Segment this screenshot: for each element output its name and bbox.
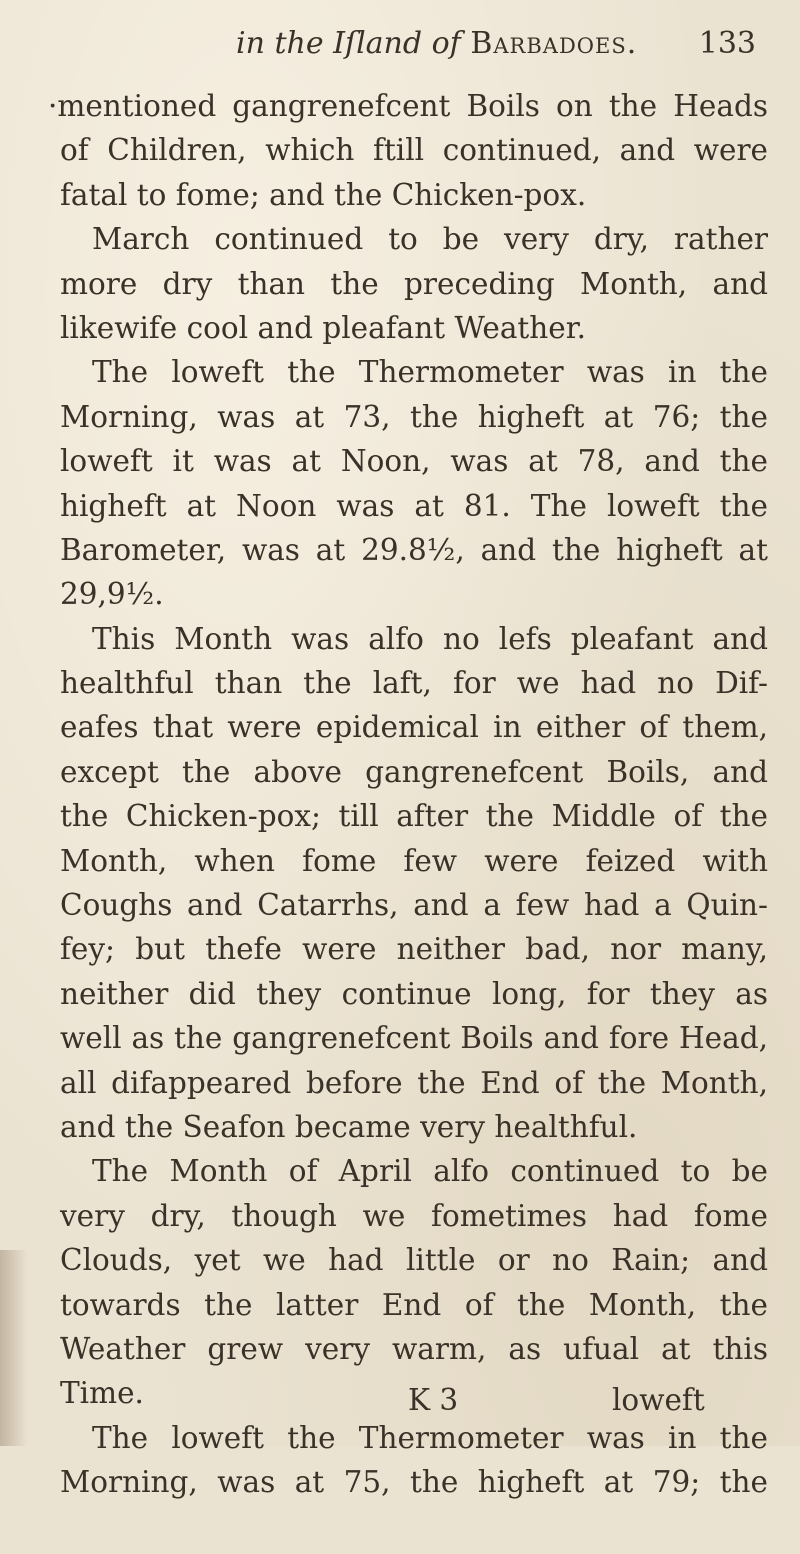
running-title-caps: Barbadoes. bbox=[470, 26, 638, 61]
text-line: This Month was alfo no lefs pleafant and bbox=[92, 621, 768, 656]
text-line: very dry, though we fometimes had fome bbox=[60, 1198, 768, 1233]
page-number: 133 bbox=[698, 26, 756, 61]
text-line: loweft it was at Noon, was at 78, and the bbox=[60, 444, 768, 479]
page-footer bbox=[0, 1504, 800, 1548]
text-line: The Month of April alfo continued to be bbox=[92, 1154, 768, 1189]
text-line: well as the gangrenefcent Boils and fore Head, bbox=[60, 1021, 768, 1056]
text-line: The loweft the Thermometer was in the bbox=[92, 355, 768, 390]
running-head bbox=[236, 26, 756, 66]
text-line: 29,9½. bbox=[60, 577, 164, 612]
text-line: neither did they continue long, for they as bbox=[60, 976, 768, 1011]
text-line: except the above gangrenefcent Boils, and bbox=[60, 754, 768, 789]
text-line: eafes that were epidemical in either of them, bbox=[60, 710, 768, 745]
text-line: Month, when fome few were feized with bbox=[60, 843, 768, 878]
text-line: of Children, which ftill continued, and were bbox=[60, 133, 768, 168]
signature-mark: K 3 bbox=[408, 1383, 459, 1417]
text-line: fey; but thefe were neither bad, nor many, bbox=[60, 932, 768, 967]
text-line: the Chicken-pox; till after the Middle of the bbox=[60, 799, 768, 834]
text-line: fatal to fome; and the Chicken-pox. bbox=[60, 177, 587, 212]
text-line: more dry than the preceding Month, and bbox=[60, 266, 768, 301]
running-title-italic: in the Iſland of bbox=[236, 26, 461, 61]
body-text bbox=[48, 84, 768, 1505]
text-line: March continued to be very dry, rather bbox=[92, 222, 768, 257]
text-line: Morning, was at 73, the higheft at 76; the bbox=[60, 399, 768, 434]
text-line: Weather grew very warm, as ufual at this bbox=[60, 1331, 768, 1366]
text-line: and the Seafon became very healthful. bbox=[60, 1109, 638, 1144]
text-line: Morning, was at 75, the higheft at 79; the bbox=[60, 1465, 768, 1500]
text-line: The loweft the Thermometer was in the bbox=[92, 1420, 768, 1455]
text-line: Clouds, yet we had little or no Rain; and bbox=[60, 1243, 768, 1278]
text-line: towards the latter End of the Month, the bbox=[60, 1287, 768, 1322]
text-line: healthful than the laft, for we had no Dif- bbox=[60, 666, 768, 701]
catchword: loweft bbox=[612, 1383, 705, 1417]
text-line: ·mentioned gangrenefcent Boils on the Heads bbox=[48, 89, 768, 123]
text-line: Coughs and Catarrhs, and a few had a Quin- bbox=[60, 888, 768, 923]
text-line: Time. bbox=[60, 1376, 144, 1411]
catchline bbox=[0, 1378, 800, 1422]
text-line: higheft at Noon was at 81. The loweft the bbox=[60, 488, 768, 523]
text-line: likewife cool and pleafant Weather. bbox=[60, 310, 586, 345]
text-line: all difappeared before the End of the Month, bbox=[60, 1065, 768, 1100]
text-line: Barometer, was at 29.8½, and the higheft at bbox=[60, 532, 768, 567]
